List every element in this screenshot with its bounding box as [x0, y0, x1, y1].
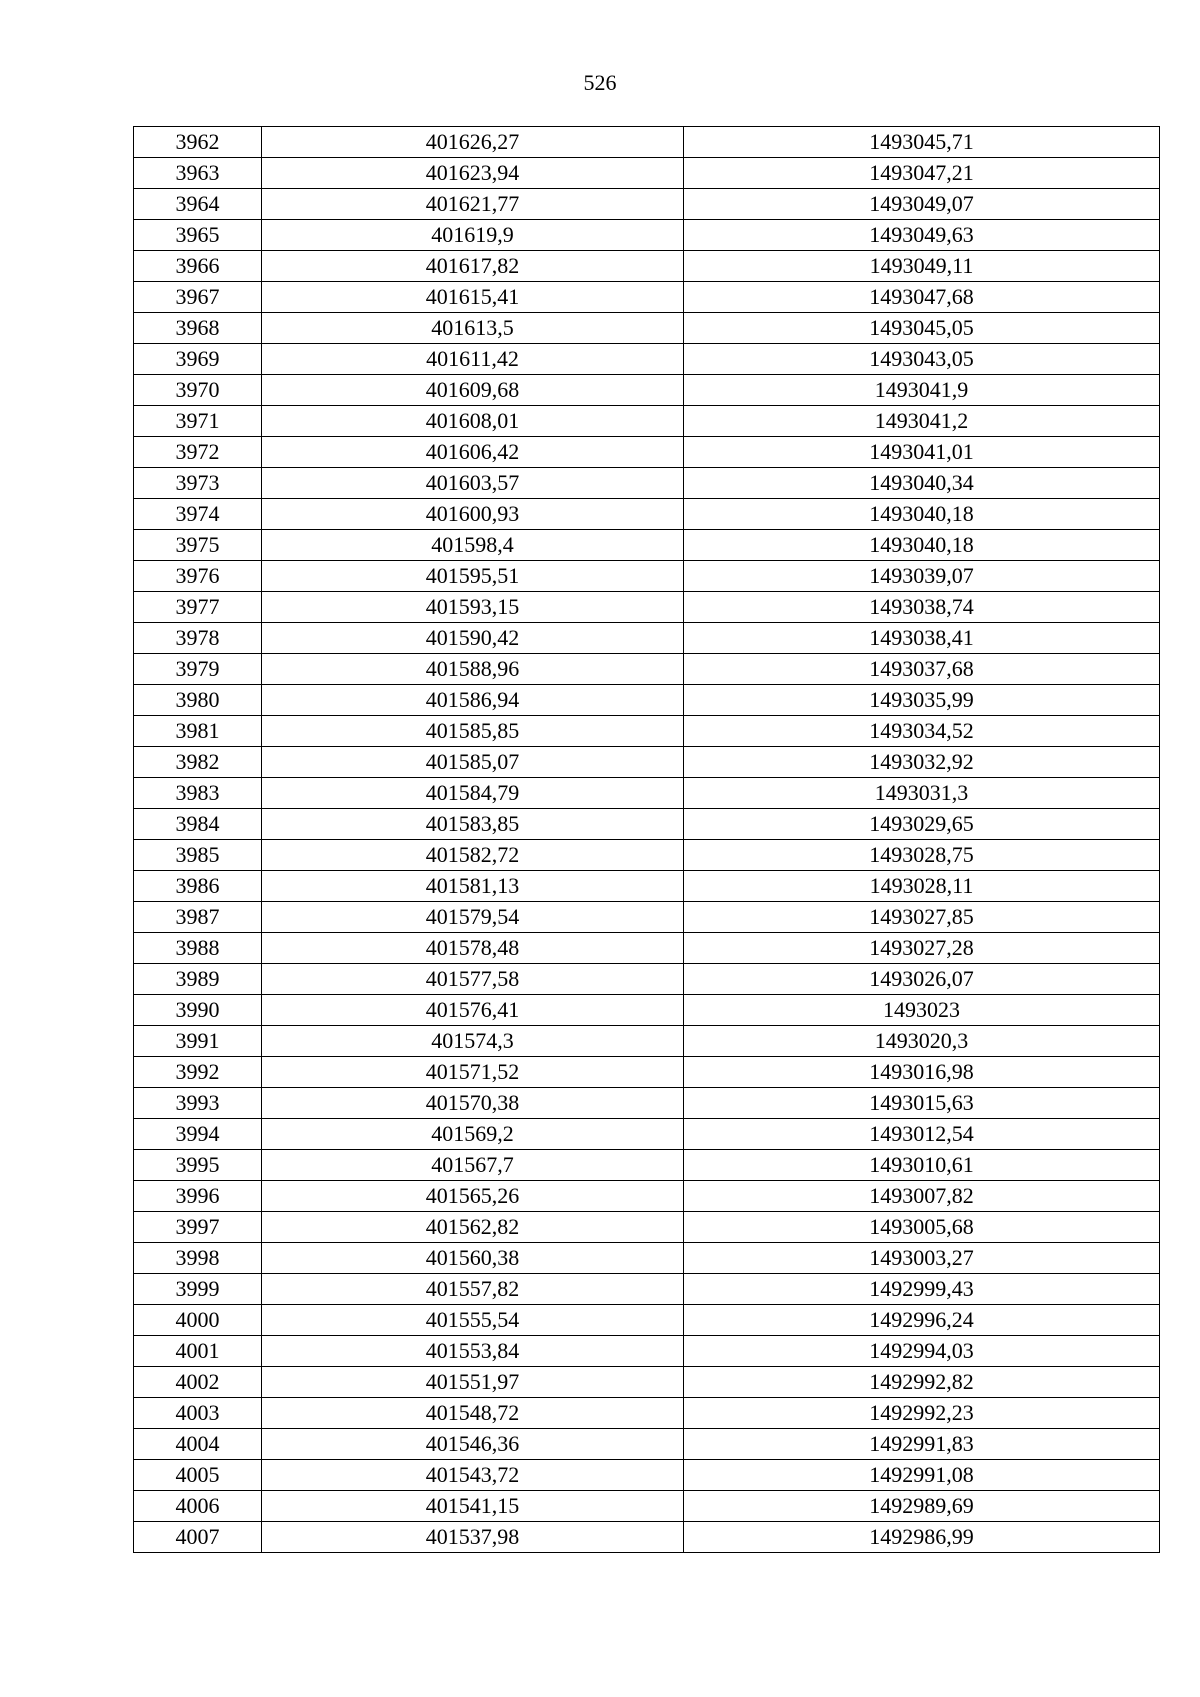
x-coordinate-cell: 401557,82	[262, 1274, 684, 1305]
table-row	[134, 1336, 1160, 1367]
x-coordinate-cell: 401560,38	[262, 1243, 684, 1274]
x-coordinate-cell: 401541,15	[262, 1491, 684, 1522]
table-row	[134, 1119, 1160, 1150]
point-number-cell: 3979	[134, 654, 262, 685]
y-coordinate-cell: 1492989,69	[684, 1491, 1160, 1522]
point-number-cell: 3992	[134, 1057, 262, 1088]
table-row	[134, 158, 1160, 189]
table-row	[134, 499, 1160, 530]
x-coordinate-cell: 401585,85	[262, 716, 684, 747]
y-coordinate-cell: 1493041,01	[684, 437, 1160, 468]
point-number-cell: 3989	[134, 964, 262, 995]
y-coordinate-cell: 1493034,52	[684, 716, 1160, 747]
table-row	[134, 778, 1160, 809]
x-coordinate-cell: 401551,97	[262, 1367, 684, 1398]
y-coordinate-cell: 1493032,92	[684, 747, 1160, 778]
table-row	[134, 1088, 1160, 1119]
point-number-cell: 3998	[134, 1243, 262, 1274]
table-row	[134, 809, 1160, 840]
point-number-cell: 3987	[134, 902, 262, 933]
x-coordinate-cell: 401570,38	[262, 1088, 684, 1119]
table-row	[134, 127, 1160, 158]
x-coordinate-cell: 401609,68	[262, 375, 684, 406]
x-coordinate-cell: 401588,96	[262, 654, 684, 685]
point-number-cell: 3994	[134, 1119, 262, 1150]
x-coordinate-cell: 401619,9	[262, 220, 684, 251]
point-number-cell: 3985	[134, 840, 262, 871]
table-row	[134, 1026, 1160, 1057]
y-coordinate-cell: 1493049,11	[684, 251, 1160, 282]
page-number: 526	[583, 70, 617, 95]
x-coordinate-cell: 401567,7	[262, 1150, 684, 1181]
x-coordinate-cell: 401608,01	[262, 406, 684, 437]
x-coordinate-cell: 401555,54	[262, 1305, 684, 1336]
x-coordinate-cell: 401569,2	[262, 1119, 684, 1150]
table-row	[134, 251, 1160, 282]
table-row	[134, 1274, 1160, 1305]
coordinates-table	[133, 126, 1160, 1553]
table-row	[134, 1150, 1160, 1181]
x-coordinate-cell: 401543,72	[262, 1460, 684, 1491]
table-row	[134, 871, 1160, 902]
table-row	[134, 1367, 1160, 1398]
x-coordinate-cell: 401590,42	[262, 623, 684, 654]
x-coordinate-cell: 401577,58	[262, 964, 684, 995]
point-number-cell: 3980	[134, 685, 262, 716]
point-number-cell: 3967	[134, 282, 262, 313]
table-row	[134, 1305, 1160, 1336]
point-number-cell: 3981	[134, 716, 262, 747]
point-number-cell: 3962	[134, 127, 262, 158]
point-number-cell: 4004	[134, 1429, 262, 1460]
x-coordinate-cell: 401598,4	[262, 530, 684, 561]
table-row	[134, 189, 1160, 220]
y-coordinate-cell: 1493031,3	[684, 778, 1160, 809]
x-coordinate-cell: 401606,42	[262, 437, 684, 468]
y-coordinate-cell: 1493045,71	[684, 127, 1160, 158]
point-number-cell: 3963	[134, 158, 262, 189]
point-number-cell: 4005	[134, 1460, 262, 1491]
table-row	[134, 282, 1160, 313]
table-row	[134, 1398, 1160, 1429]
table-row	[134, 437, 1160, 468]
y-coordinate-cell: 1493035,99	[684, 685, 1160, 716]
table-row	[134, 530, 1160, 561]
y-coordinate-cell: 1492992,23	[684, 1398, 1160, 1429]
x-coordinate-cell: 401574,3	[262, 1026, 684, 1057]
point-number-cell: 3986	[134, 871, 262, 902]
point-number-cell: 3972	[134, 437, 262, 468]
x-coordinate-cell: 401537,98	[262, 1522, 684, 1553]
x-coordinate-cell: 401615,41	[262, 282, 684, 313]
table-row	[134, 468, 1160, 499]
point-number-cell: 3974	[134, 499, 262, 530]
y-coordinate-cell: 1493040,34	[684, 468, 1160, 499]
point-number-cell: 3993	[134, 1088, 262, 1119]
x-coordinate-cell: 401562,82	[262, 1212, 684, 1243]
y-coordinate-cell: 1493041,9	[684, 375, 1160, 406]
point-number-cell: 3965	[134, 220, 262, 251]
y-coordinate-cell: 1493007,82	[684, 1181, 1160, 1212]
x-coordinate-cell: 401613,5	[262, 313, 684, 344]
y-coordinate-cell: 1493028,75	[684, 840, 1160, 871]
y-coordinate-cell: 1493026,07	[684, 964, 1160, 995]
y-coordinate-cell: 1493010,61	[684, 1150, 1160, 1181]
x-coordinate-cell: 401581,13	[262, 871, 684, 902]
y-coordinate-cell: 1493028,11	[684, 871, 1160, 902]
point-number-cell: 3990	[134, 995, 262, 1026]
coordinates-table-body	[134, 127, 1160, 1553]
table-row	[134, 1491, 1160, 1522]
x-coordinate-cell: 401621,77	[262, 189, 684, 220]
y-coordinate-cell: 1493045,05	[684, 313, 1160, 344]
point-number-cell: 3997	[134, 1212, 262, 1243]
y-coordinate-cell: 1492999,43	[684, 1274, 1160, 1305]
table-row	[134, 902, 1160, 933]
y-coordinate-cell: 1493027,85	[684, 902, 1160, 933]
point-number-cell: 3977	[134, 592, 262, 623]
point-number-cell: 3970	[134, 375, 262, 406]
y-coordinate-cell: 1493038,74	[684, 592, 1160, 623]
x-coordinate-cell: 401611,42	[262, 344, 684, 375]
y-coordinate-cell: 1493029,65	[684, 809, 1160, 840]
x-coordinate-cell: 401595,51	[262, 561, 684, 592]
x-coordinate-cell: 401578,48	[262, 933, 684, 964]
point-number-cell: 3988	[134, 933, 262, 964]
point-number-cell: 3964	[134, 189, 262, 220]
y-coordinate-cell: 1493049,07	[684, 189, 1160, 220]
point-number-cell: 3969	[134, 344, 262, 375]
x-coordinate-cell: 401546,36	[262, 1429, 684, 1460]
y-coordinate-cell: 1493049,63	[684, 220, 1160, 251]
table-row	[134, 1181, 1160, 1212]
x-coordinate-cell: 401626,27	[262, 127, 684, 158]
y-coordinate-cell: 1492992,82	[684, 1367, 1160, 1398]
y-coordinate-cell: 1493012,54	[684, 1119, 1160, 1150]
table-row	[134, 654, 1160, 685]
x-coordinate-cell: 401586,94	[262, 685, 684, 716]
x-coordinate-cell: 401623,94	[262, 158, 684, 189]
point-number-cell: 3975	[134, 530, 262, 561]
table-row	[134, 561, 1160, 592]
x-coordinate-cell: 401579,54	[262, 902, 684, 933]
table-row	[134, 747, 1160, 778]
x-coordinate-cell: 401600,93	[262, 499, 684, 530]
y-coordinate-cell: 1493041,2	[684, 406, 1160, 437]
x-coordinate-cell: 401603,57	[262, 468, 684, 499]
point-number-cell: 3968	[134, 313, 262, 344]
y-coordinate-cell: 1492991,08	[684, 1460, 1160, 1491]
y-coordinate-cell: 1493038,41	[684, 623, 1160, 654]
point-number-cell: 3978	[134, 623, 262, 654]
x-coordinate-cell: 401576,41	[262, 995, 684, 1026]
point-number-cell: 4000	[134, 1305, 262, 1336]
table-row	[134, 406, 1160, 437]
table-row	[134, 1212, 1160, 1243]
x-coordinate-cell: 401565,26	[262, 1181, 684, 1212]
x-coordinate-cell: 401593,15	[262, 592, 684, 623]
point-number-cell: 3976	[134, 561, 262, 592]
table-row	[134, 592, 1160, 623]
table-row	[134, 313, 1160, 344]
point-number-cell: 3971	[134, 406, 262, 437]
table-row	[134, 1460, 1160, 1491]
point-number-cell: 4006	[134, 1491, 262, 1522]
point-number-cell: 4007	[134, 1522, 262, 1553]
table-row	[134, 1429, 1160, 1460]
y-coordinate-cell: 1493016,98	[684, 1057, 1160, 1088]
y-coordinate-cell: 1492986,99	[684, 1522, 1160, 1553]
y-coordinate-cell: 1493040,18	[684, 530, 1160, 561]
table-row	[134, 1522, 1160, 1553]
x-coordinate-cell: 401617,82	[262, 251, 684, 282]
point-number-cell: 3966	[134, 251, 262, 282]
table-row	[134, 995, 1160, 1026]
point-number-cell: 3991	[134, 1026, 262, 1057]
y-coordinate-cell: 1493047,21	[684, 158, 1160, 189]
table-row	[134, 220, 1160, 251]
y-coordinate-cell: 1493043,05	[684, 344, 1160, 375]
table-row	[134, 840, 1160, 871]
y-coordinate-cell: 1492994,03	[684, 1336, 1160, 1367]
x-coordinate-cell: 401548,72	[262, 1398, 684, 1429]
y-coordinate-cell: 1493023	[684, 995, 1160, 1026]
y-coordinate-cell: 1493005,68	[684, 1212, 1160, 1243]
table-row	[134, 344, 1160, 375]
y-coordinate-cell: 1493039,07	[684, 561, 1160, 592]
point-number-cell: 3973	[134, 468, 262, 499]
point-number-cell: 3982	[134, 747, 262, 778]
point-number-cell: 3983	[134, 778, 262, 809]
x-coordinate-cell: 401583,85	[262, 809, 684, 840]
point-number-cell: 3984	[134, 809, 262, 840]
point-number-cell: 3995	[134, 1150, 262, 1181]
y-coordinate-cell: 1492996,24	[684, 1305, 1160, 1336]
y-coordinate-cell: 1493037,68	[684, 654, 1160, 685]
table-row	[134, 375, 1160, 406]
point-number-cell: 4002	[134, 1367, 262, 1398]
table-row	[134, 685, 1160, 716]
y-coordinate-cell: 1493003,27	[684, 1243, 1160, 1274]
point-number-cell: 4003	[134, 1398, 262, 1429]
y-coordinate-cell: 1493047,68	[684, 282, 1160, 313]
x-coordinate-cell: 401582,72	[262, 840, 684, 871]
table-row	[134, 964, 1160, 995]
x-coordinate-cell: 401553,84	[262, 1336, 684, 1367]
y-coordinate-cell: 1492991,83	[684, 1429, 1160, 1460]
table-row	[134, 1243, 1160, 1274]
table-row	[134, 716, 1160, 747]
y-coordinate-cell: 1493015,63	[684, 1088, 1160, 1119]
y-coordinate-cell: 1493027,28	[684, 933, 1160, 964]
point-number-cell: 3996	[134, 1181, 262, 1212]
y-coordinate-cell: 1493040,18	[684, 499, 1160, 530]
table-row	[134, 933, 1160, 964]
y-coordinate-cell: 1493020,3	[684, 1026, 1160, 1057]
x-coordinate-cell: 401584,79	[262, 778, 684, 809]
x-coordinate-cell: 401585,07	[262, 747, 684, 778]
table-row	[134, 623, 1160, 654]
table-row	[134, 1057, 1160, 1088]
point-number-cell: 4001	[134, 1336, 262, 1367]
x-coordinate-cell: 401571,52	[262, 1057, 684, 1088]
point-number-cell: 3999	[134, 1274, 262, 1305]
